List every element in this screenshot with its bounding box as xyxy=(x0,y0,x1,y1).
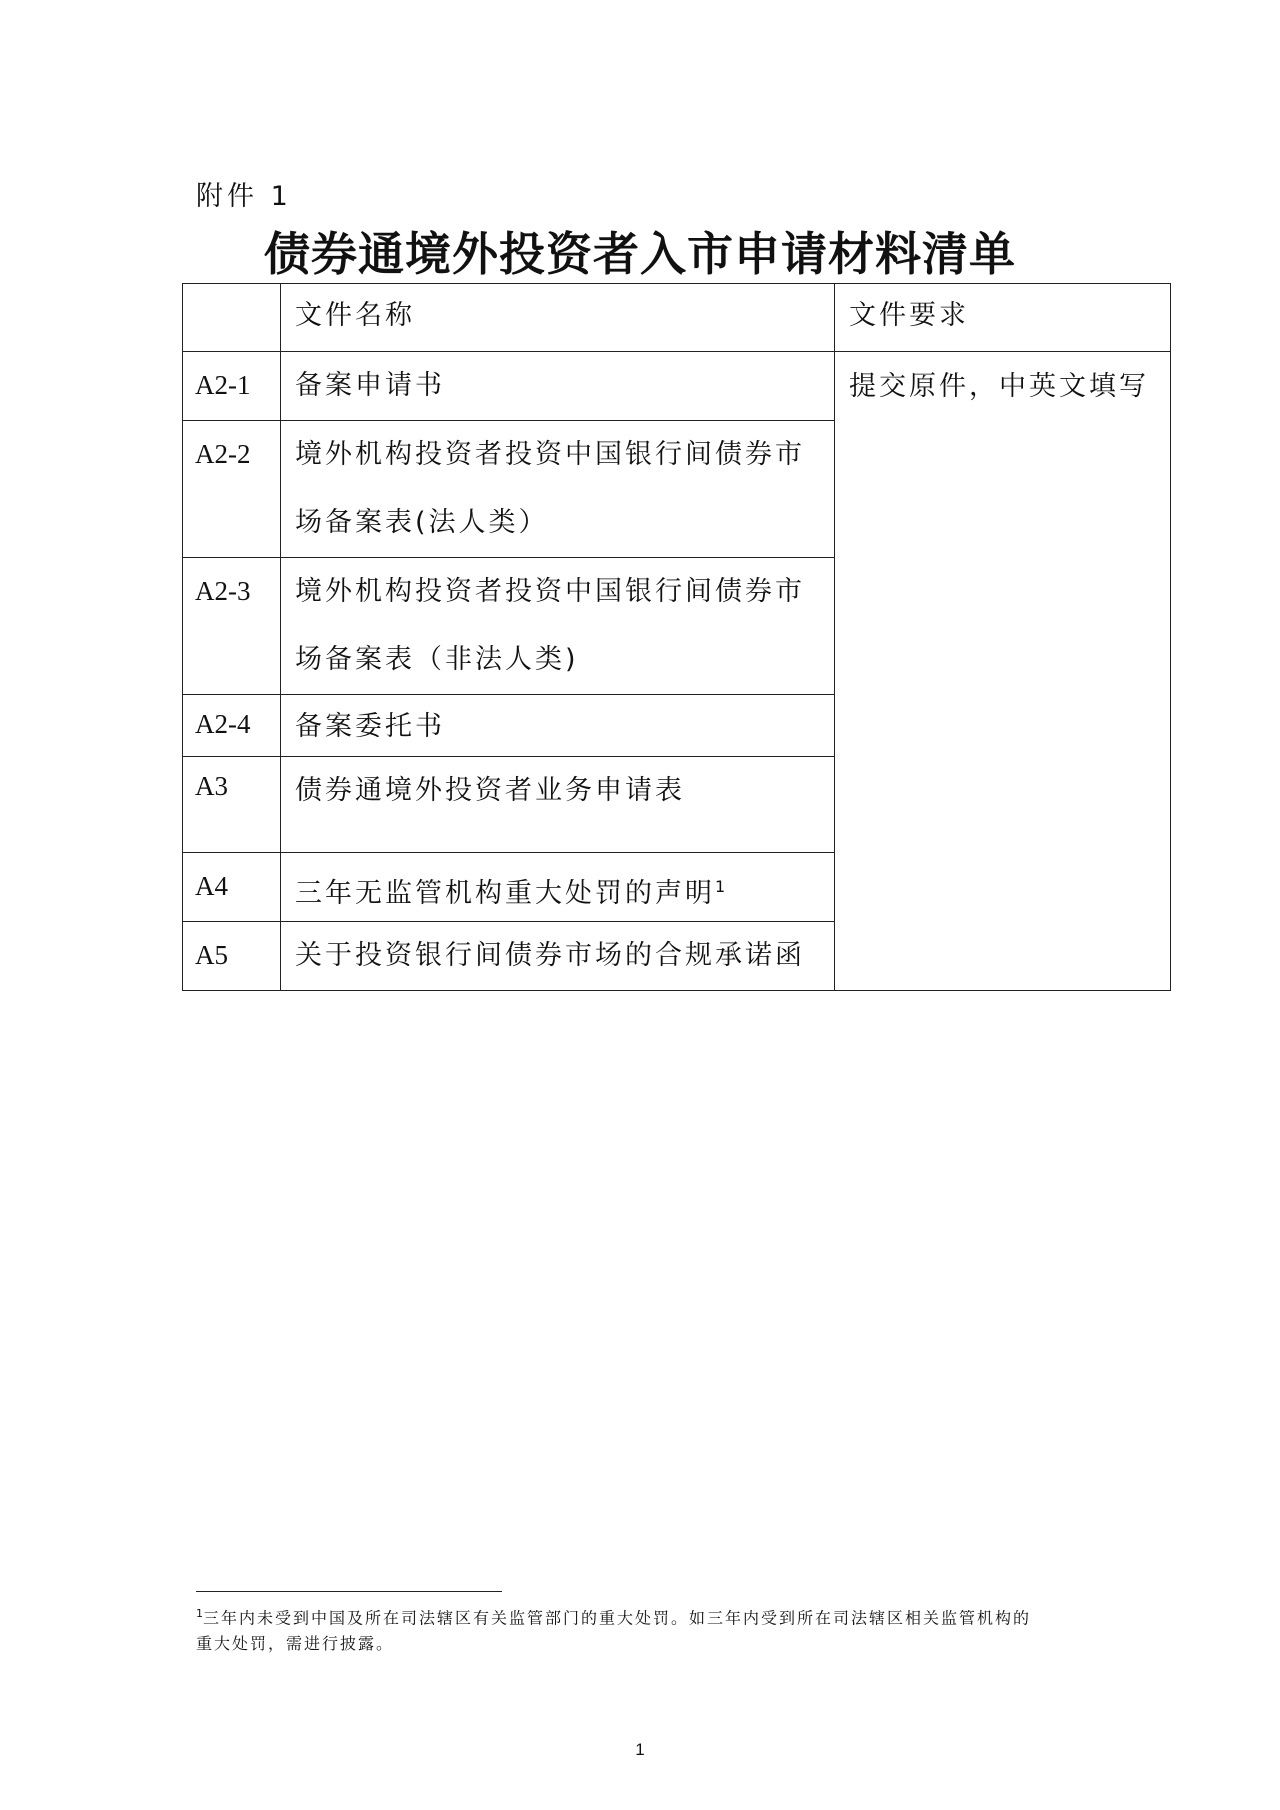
table-header-row xyxy=(183,284,1171,352)
page-title: 债券通境外投资者入市申请材料清单 xyxy=(264,227,1016,281)
row-code: A2-4 xyxy=(183,695,281,757)
row-name-line: 备案申请书 xyxy=(295,370,445,401)
footnote xyxy=(196,1601,1096,1657)
row-name xyxy=(281,757,835,853)
row-code: A2-1 xyxy=(183,352,281,421)
header-requirement-cell xyxy=(835,284,1171,352)
footnote-line-1 xyxy=(196,1601,1096,1631)
attachment-label: 附件 1 xyxy=(196,181,292,212)
requirement-cell xyxy=(835,352,1171,991)
row-code: A3 xyxy=(183,757,281,853)
row-name xyxy=(281,352,835,421)
footnote-text-1: 三年内未受到中国及所在司法辖区有关监管部门的重大处罚。如三年内受到所在司法辖区相关监管机构的 xyxy=(203,1608,1032,1628)
footnote-reference[interactable]: 1 xyxy=(715,877,726,896)
row-name-line: 备案委托书 xyxy=(295,711,445,742)
row-name xyxy=(281,558,835,695)
requirement-text: 提交原件，中英文填写 xyxy=(849,371,1149,402)
row-code: A2-2 xyxy=(183,421,281,558)
row-name xyxy=(281,922,835,991)
row-name-line: 场备案表(法人类） xyxy=(295,507,549,538)
row-name-line: 关于投资银行间债券市场的合规承诺函 xyxy=(295,940,805,971)
row-name-line: 场备案表（非法人类) xyxy=(295,644,579,675)
header-code-cell xyxy=(183,284,281,352)
page-number: 1 xyxy=(635,1740,645,1759)
footnote-line-2: 重大处罚，需进行披露。 xyxy=(196,1634,395,1654)
header-name-cell xyxy=(281,284,835,352)
row-code: A5 xyxy=(183,922,281,991)
row-name-line xyxy=(295,853,828,921)
row-name-text: 三年无监管机构重大处罚的声明 xyxy=(295,878,715,909)
row-name xyxy=(281,695,835,757)
row-name xyxy=(281,421,835,558)
materials-table xyxy=(182,283,1171,991)
row-name-line: 境外机构投资者投资中国银行间债券市 xyxy=(295,576,805,607)
row-name-line: 债券通境外投资者业务申请表 xyxy=(295,775,685,806)
footnote-divider xyxy=(196,1591,502,1592)
row-name-line: 境外机构投资者投资中国银行间债券市 xyxy=(295,439,805,470)
row-name xyxy=(281,853,835,922)
header-name-label: 文件名称 xyxy=(295,300,415,331)
header-requirement-label: 文件要求 xyxy=(849,300,969,331)
row-code: A2-3 xyxy=(183,558,281,695)
footnote-marker: 1 xyxy=(196,1607,203,1620)
row-code: A4 xyxy=(183,853,281,922)
table-row xyxy=(183,352,1171,421)
